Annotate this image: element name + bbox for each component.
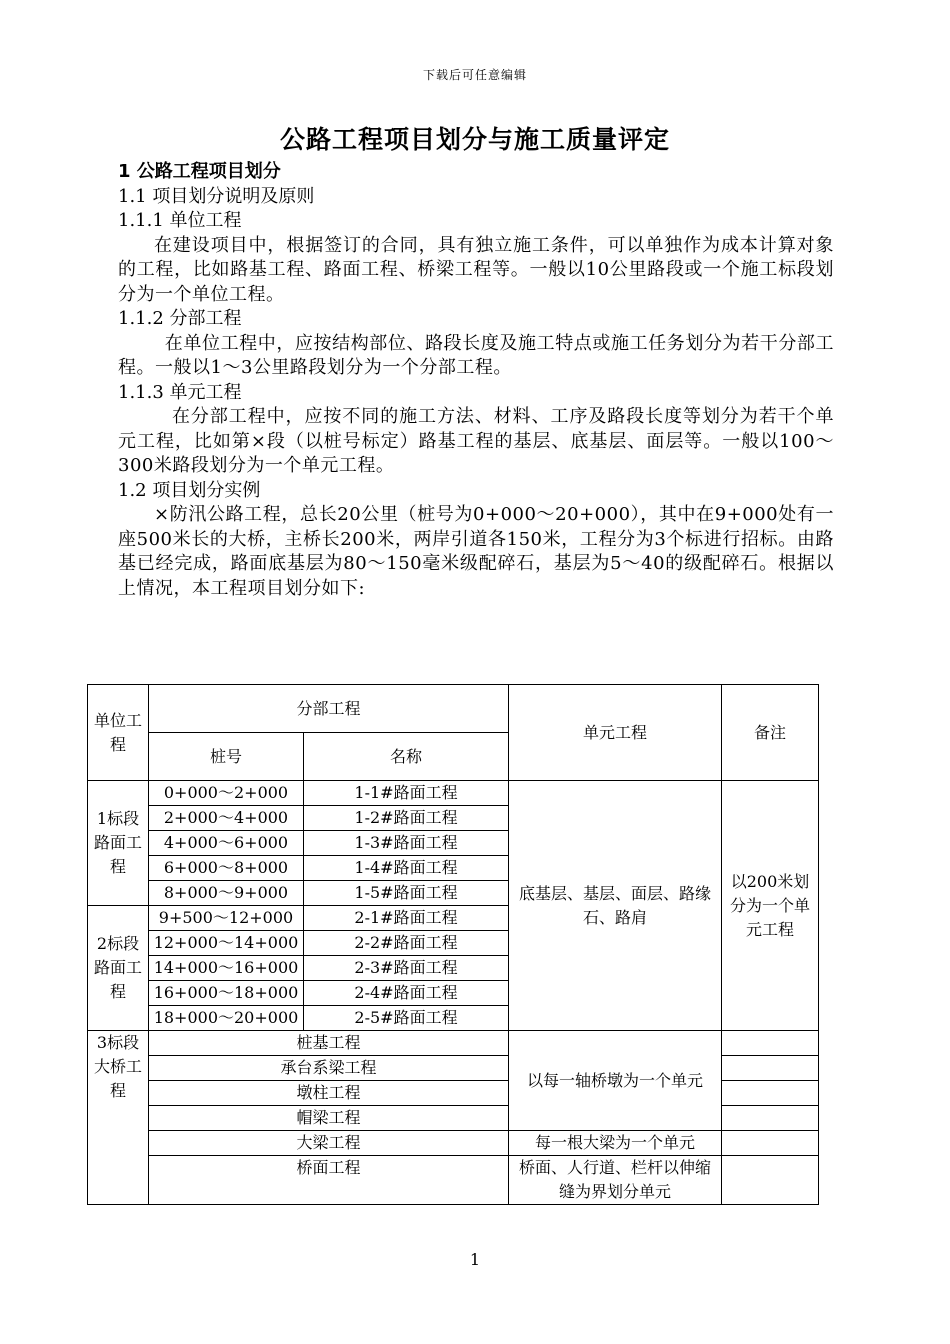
bridge-remark-cell <box>722 1081 819 1106</box>
bridge-element-beam-cell: 每一根大梁为一个单元 <box>509 1131 722 1156</box>
bridge-element-deck-cell: 桥面、人行道、栏杆以伸缩缝为界划分单元 <box>509 1156 722 1205</box>
name-cell: 2-2#路面工程 <box>304 931 509 956</box>
page-number: 1 <box>469 1250 481 1269</box>
stake-cell: 8+000～9+000 <box>149 881 304 906</box>
document-title: 公路工程项目划分与施工质量评定 <box>279 125 670 154</box>
road-element-cell: 底基层、基层、面层、路缘石、路肩 <box>509 781 722 1031</box>
bridge-remark-cell <box>722 1156 819 1205</box>
header-element: 单元工程 <box>509 685 722 781</box>
header-name: 名称 <box>304 733 509 781</box>
bridge-remark-cell <box>722 1031 819 1056</box>
bridge-name-cell: 桩基工程 <box>149 1031 509 1056</box>
stake-cell: 6+000～8+000 <box>149 856 304 881</box>
name-cell: 2-1#路面工程 <box>304 906 509 931</box>
bridge-name-cell: 帽梁工程 <box>149 1106 509 1131</box>
name-cell: 2-5#路面工程 <box>304 1006 509 1031</box>
section-1-2-heading: 1.2 项目划分实例 <box>118 479 261 501</box>
table-row <box>88 781 819 806</box>
stake-cell: 12+000～14+000 <box>149 931 304 956</box>
header-note: 下载后可任意编辑 <box>422 68 527 82</box>
name-cell: 1-5#路面工程 <box>304 881 509 906</box>
name-cell: 1-2#路面工程 <box>304 806 509 831</box>
bridge-remark-cell <box>722 1056 819 1081</box>
section-1-2-text: ×防汛公路工程，总长20公里（桩号为0+000～20+000），其中在9+000处有一座500米长的大桥，主桥长200米，两岸引道各150米，工程分为3个标进行招标。由路基已经完成，路面底基层为80～150毫米级配碎石，基层为5～40的级配碎石。根据以上情况，本工程项目划分如下: <box>118 504 834 599</box>
table-row <box>88 1131 819 1156</box>
table-row <box>88 1156 819 1205</box>
header-stake: 桩号 <box>149 733 304 781</box>
stake-cell: 4+000～6+000 <box>149 831 304 856</box>
bridge-remark-cell <box>722 1131 819 1156</box>
stake-cell: 18+000～20+000 <box>149 1006 304 1031</box>
section-1-1-2-text: 在单位工程中，应按结构部位、路段长度及施工特点或施工任务划分为若干分部工程。一般以1～3公里路段划分为一个分部工程。 <box>118 332 834 378</box>
section-1-1-heading: 1.1 项目划分说明及原则 <box>118 185 315 207</box>
section-1-1-1-heading: 1.1.1 单位工程 <box>118 210 242 231</box>
name-cell: 1-3#路面工程 <box>304 831 509 856</box>
unit-cell-group3: 3标段大桥工程 <box>88 1031 149 1205</box>
stake-cell: 0+000～2+000 <box>149 781 304 806</box>
stake-cell: 9+500～12+000 <box>149 906 304 931</box>
bridge-name-cell: 墩柱工程 <box>149 1081 509 1106</box>
name-cell: 2-3#路面工程 <box>304 956 509 981</box>
header-remark: 备注 <box>722 685 819 781</box>
bridge-name-cell: 大梁工程 <box>149 1131 509 1156</box>
name-cell: 2-4#路面工程 <box>304 981 509 1006</box>
bridge-name-cell: 承台系梁工程 <box>149 1056 509 1081</box>
section-1-1-1-text: 在建设项目中，根据签订的合同，具有独立施工条件，可以单独作为成本计算对象的工程，比如路基工程、路面工程、桥梁工程等。一般以10公里路段或一个施工标段划分为一个单位工程。 <box>118 234 834 305</box>
name-cell: 1-1#路面工程 <box>304 781 509 806</box>
unit-cell-group2: 2标段路面工程 <box>88 906 149 1031</box>
section-1-heading: 1 公路工程项目划分 <box>118 161 281 182</box>
section-1-1-2-heading: 1.1.2 分部工程 <box>118 308 242 329</box>
table-row <box>88 1031 819 1056</box>
unit-cell-group1: 1标段路面工程 <box>88 781 149 906</box>
stake-cell: 16+000～18+000 <box>149 981 304 1006</box>
bridge-remark-cell <box>722 1106 819 1131</box>
bridge-name-cell: 桥面工程 <box>149 1156 509 1205</box>
section-1-1-3-text: 在分部工程中，应按不同的施工方法、材料、工序及路段长度等划分为若干个单元工程，比如第×段（以桩号标定）路基工程的基层、底基层、面层等。一般以100～300米路段划分为一个单元工程。 <box>118 406 834 476</box>
section-1-1-3-heading: 1.1.3 单元工程 <box>118 381 242 403</box>
header-division: 分部工程 <box>149 685 509 733</box>
bridge-element-pier-cell: 以每一轴桥墩为一个单元 <box>509 1031 722 1131</box>
header-unit: 单位工程 <box>88 685 149 781</box>
project-division-table <box>87 684 819 1205</box>
stake-cell: 2+000～4+000 <box>149 806 304 831</box>
name-cell: 1-4#路面工程 <box>304 856 509 881</box>
road-remark-cell: 以200米划分为一个单元工程 <box>722 781 819 1031</box>
stake-cell: 14+000～16+000 <box>149 956 304 981</box>
document-body <box>118 160 834 601</box>
